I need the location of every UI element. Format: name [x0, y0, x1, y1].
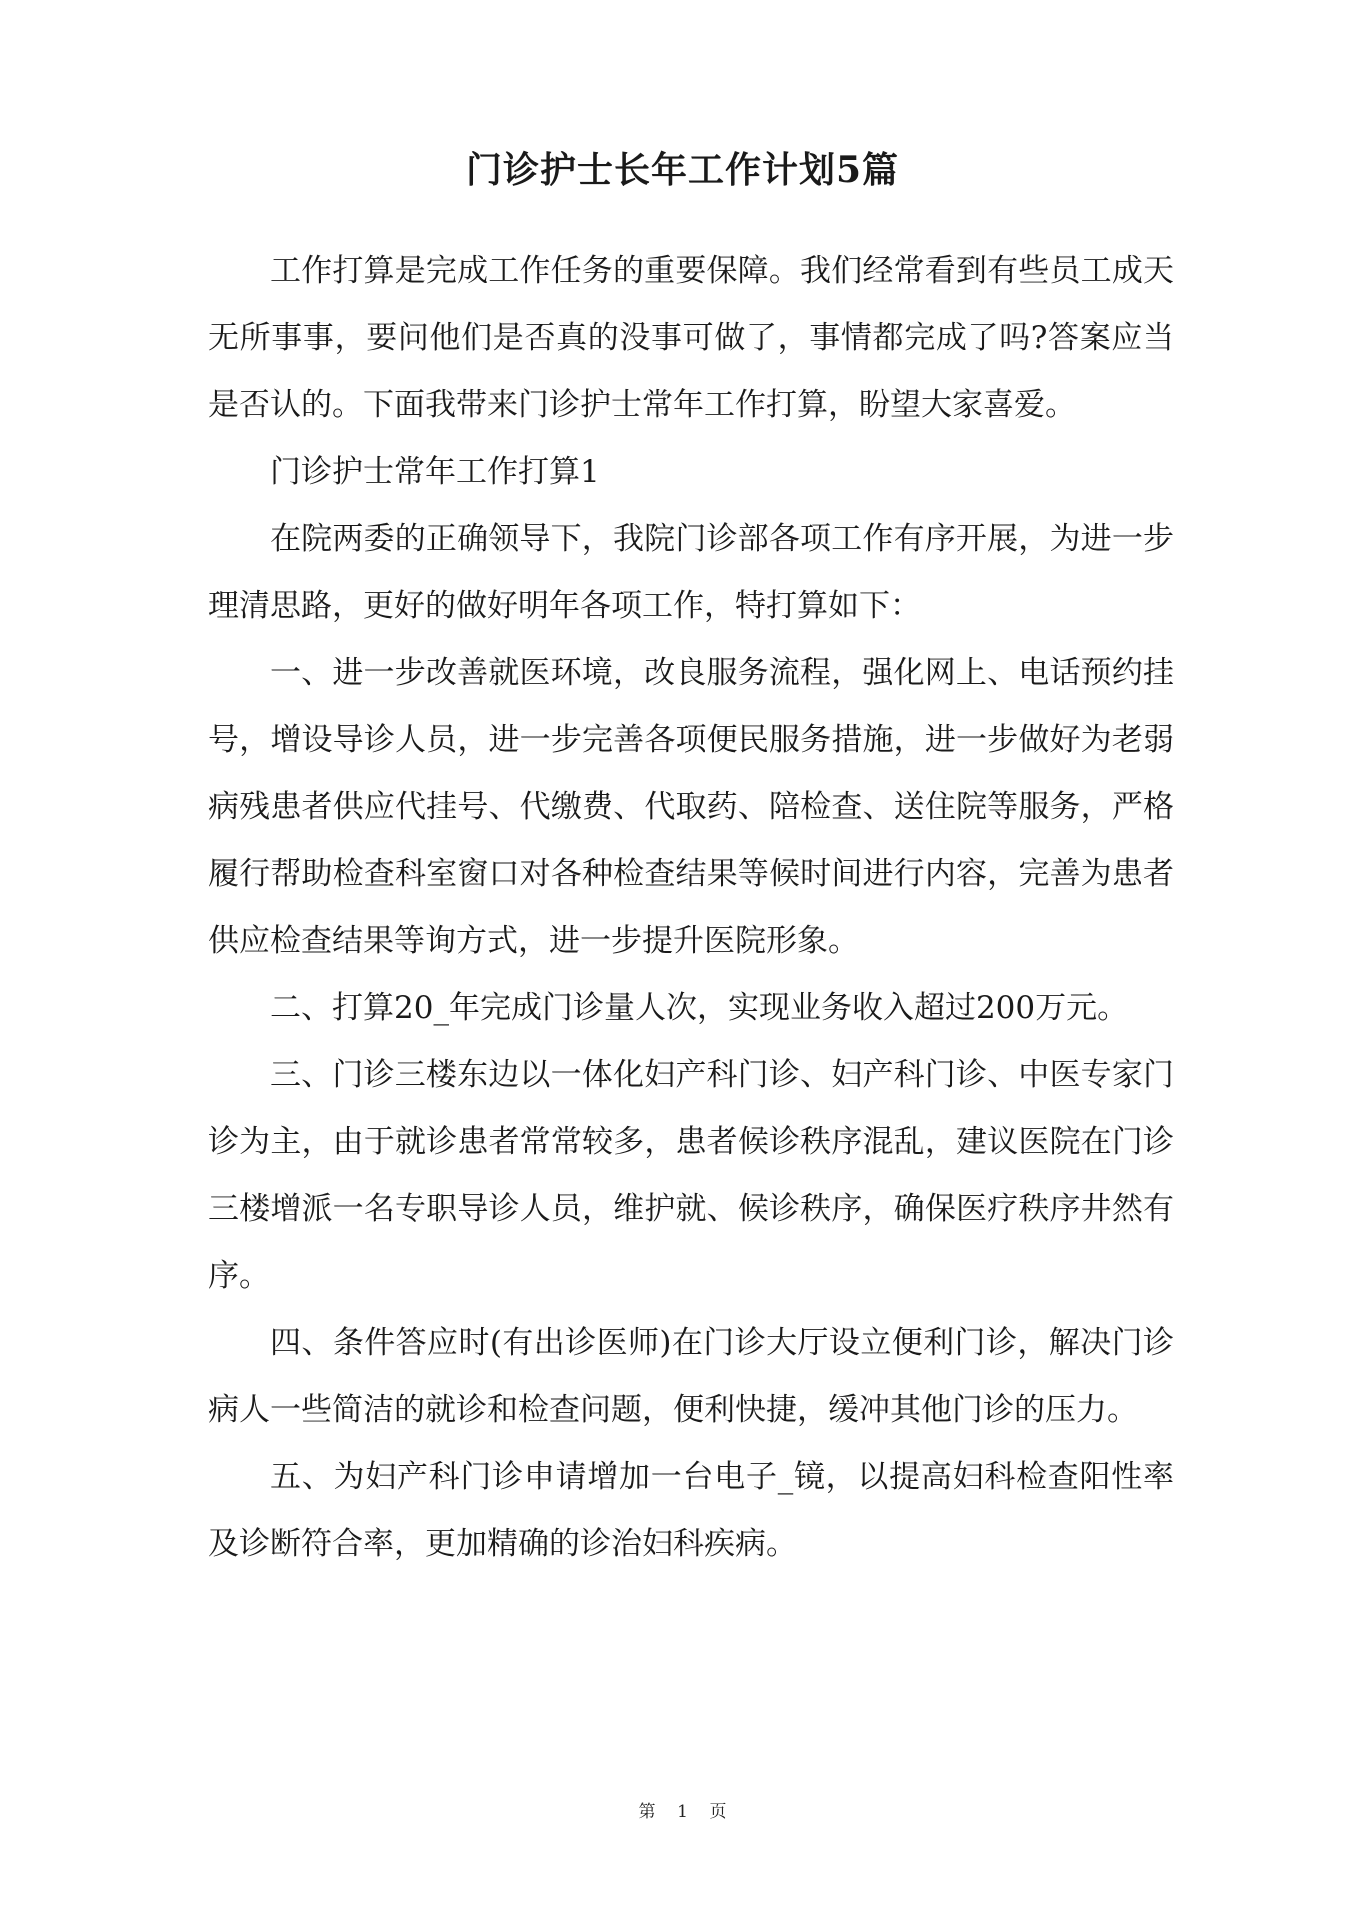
paragraph-item-5: 五、为妇产科门诊申请增加一台电子_镜，以提高妇科检查阳性率及诊断符合率，更加精确的诊治妇科疾病。	[208, 1459, 1174, 1562]
page-footer	[0, 1800, 1365, 1824]
paragraph-item-4: 四、条件答应时(有出诊医师)在门诊大厅设立便利门诊，解决门诊病人一些简洁的就诊和检查问题，便利快捷，缓冲其他门诊的压力。	[208, 1325, 1174, 1428]
footer-prefix: 第	[638, 1802, 656, 1822]
paragraph-intro: 工作打算是完成工作任务的重要保障。我们经常看到有些员工成天无所事事，要问他们是否真的没事可做了，事情都完成了吗?答案应当是否认的。下面我带来门诊护士常年工作打算，盼望大家喜爱。	[208, 253, 1174, 423]
paragraph-item-1: 一、进一步改善就医环境，改良服务流程，强化网上、电话预约挂号，增设导诊人员，进一步完善各项便民服务措施，进一步做好为老弱病残患者供应代挂号、代缴费、代取药、陪检查、送住院等服务，严格履行帮助检查科室窗口对各种检查结果等候时间进行内容，完善为患者供应检查结果等询方式，进一步提升医院形象。	[208, 655, 1174, 959]
paragraph-item-2: 二、打算20_年完成门诊量人次，实现业务收入超过200万元。	[270, 990, 1129, 1026]
section-heading-1: 门诊护士常年工作打算1	[270, 454, 600, 490]
document-title: 门诊护士长年工作计划5篇	[465, 149, 900, 191]
page-number: 1	[677, 1802, 688, 1822]
paragraph-item-3: 三、门诊三楼东边以一体化妇产科门诊、妇产科门诊、中医专家门诊为主，由于就诊患者常常较多，患者候诊秩序混乱，建议医院在门诊三楼增派一名专职导诊人员，维护就、候诊秩序，确保医疗秩序井然有序。	[208, 1057, 1174, 1294]
paragraph-preface: 在院两委的正确领导下，我院门诊部各项工作有序开展，为进一步理清思路，更好的做好明年各项工作，特打算如下：	[208, 521, 1174, 624]
footer-suffix: 页	[709, 1802, 727, 1822]
document-body	[208, 238, 1174, 1578]
